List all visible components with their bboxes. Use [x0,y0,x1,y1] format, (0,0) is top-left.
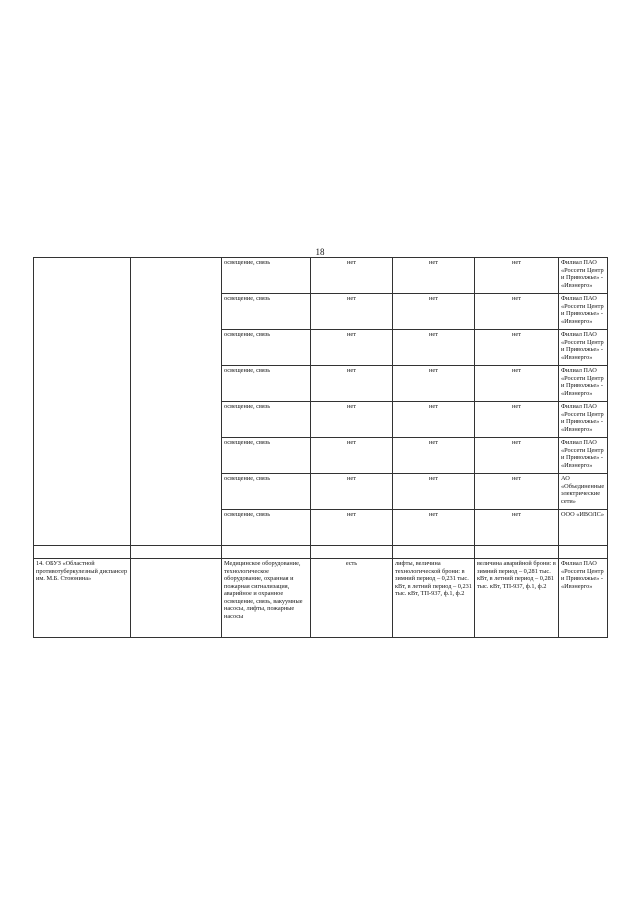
value-cell: нет [475,330,559,366]
value-cell: нет [393,366,475,402]
value-cell: нет [475,366,559,402]
value-cell: нет [393,258,475,294]
value-cell: нет [475,438,559,474]
organization-cell: 14. ОБУЗ «Областной противотуберкулезный диспансер им. М.Б. Стоюнина» [34,559,131,638]
value-cell: нет [475,402,559,438]
document-table [33,257,608,638]
owner-cell: Филиал ПАО «Россети Центр и Приволжье» - «Ивэнерго» [559,559,608,638]
value-cell: нет [311,474,393,510]
value-cell: нет [475,294,559,330]
value-cell: нет [311,510,393,546]
equipment-cell: освещение, связь [222,510,311,546]
value-cell: нет [311,258,393,294]
value-cell: нет [475,474,559,510]
organization-cell-empty [34,258,131,546]
value-cell: нет [393,294,475,330]
value-cell: нет [311,330,393,366]
value-cell: величина аварийной брони: в зимний период – 0,281 тыс. кВт, в летний период – 0,281 тыс. кВт, ТП-937, ф.1, ф.2 [475,559,559,638]
category-cell-empty [131,258,222,546]
owner-cell: Филиал ПАО «Россети Центр и Приволжье» - «Ивэнерго» [559,366,608,402]
equipment-cell: освещение, связь [222,258,311,294]
value-cell: нет [475,258,559,294]
value-cell: нет [311,438,393,474]
value-cell: лифты, величина технологической брони: в зимний период – 0,231 тыс. кВт, в летний период – 0,231 тыс. кВт, ТП-937, ф.1, ф.2 [393,559,475,638]
category-cell-empty [131,559,222,638]
equipment-cell: освещение, связь [222,474,311,510]
equipment-cell: освещение, связь [222,294,311,330]
table-row-spacer [34,546,608,559]
value-cell: нет [311,366,393,402]
equipment-cell: освещение, связь [222,366,311,402]
table-row [34,559,608,638]
equipment-cell: освещение, связь [222,438,311,474]
owner-cell: Филиал ПАО «Россети Центр и Приволжье» - «Ивэнерго» [559,258,608,294]
value-cell: нет [393,438,475,474]
table-row [34,258,608,294]
owner-cell: Филиал ПАО «Россети Центр и Приволжье» - «Ивэнерго» [559,294,608,330]
owner-cell: Филиал ПАО «Россети Центр и Приволжье» - «Ивэнерго» [559,330,608,366]
owner-cell: Филиал ПАО «Россети Центр и Приволжье» - «Ивэнерго» [559,438,608,474]
equipment-cell: освещение, связь [222,330,311,366]
value-cell: нет [393,402,475,438]
value-cell: нет [311,294,393,330]
equipment-cell: освещение, связь [222,402,311,438]
value-cell: нет [393,474,475,510]
owner-cell: ООО «ИВОЛС» [559,510,608,546]
value-cell: нет [393,510,475,546]
value-cell: есть [311,559,393,638]
value-cell: нет [475,510,559,546]
value-cell: нет [393,330,475,366]
owner-cell: Филиал ПАО «Россети Центр и Приволжье» - «Ивэнерго» [559,402,608,438]
page-number: 18 [315,247,325,257]
owner-cell: АО «Объединенные электрические сети» [559,474,608,510]
equipment-cell: Медицинское оборудование, технологическое оборудование, охранная и пожарная сигнализация, аварийное и охранное освещение, связь, вакуумные насосы, лифты, пожарные насосы [222,559,311,638]
value-cell: нет [311,402,393,438]
